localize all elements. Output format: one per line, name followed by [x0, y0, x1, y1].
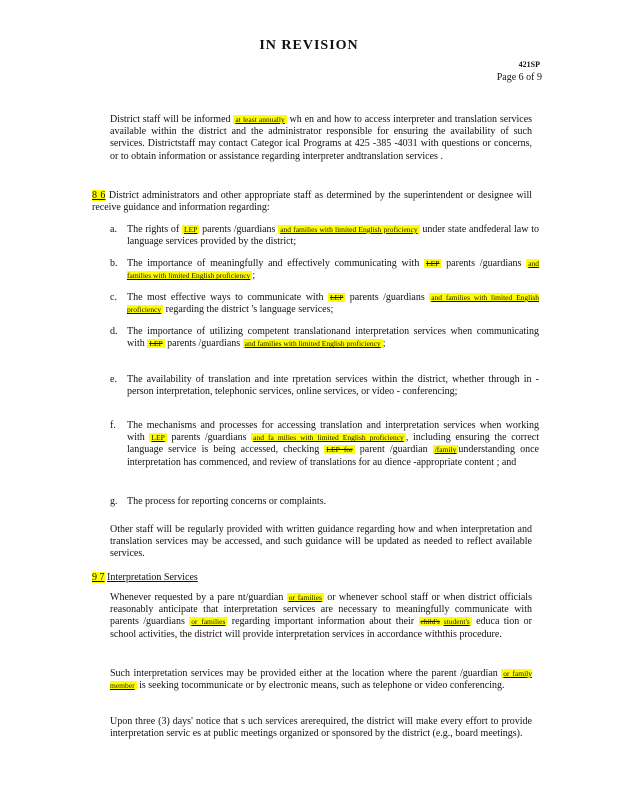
highlight-insert: or families — [191, 617, 226, 627]
interpretation-paragraph-3: Upon three (3) days' notice that s uch services arerequired, the district will make every effort to provide interpretation servic es at public meetings organized or sponsored by the district (e.g., board meetings). — [110, 716, 532, 740]
other-staff-paragraph: Other staff will be regularly provided with written guidance regarding how and when interpretation and translation services may be accessed, and such guidance will be updated as needed to reflect available services. — [110, 524, 532, 560]
highlight-insert: LEP — [151, 433, 165, 443]
intro-paragraph: District staff will be informed at least annually wh en and how to access interpreter and translation services available within the district and the administrator responsible for ensuring the availability of such services. Districtstaff may contact Categor ical Programs at 425 -385 -4031 with questions or concerns, or to obtain information or assistance regarding interpreter andtranslation services . — [110, 114, 533, 162]
section-7 — [92, 572, 532, 584]
list-item-f: f. The mechanisms and processes for accessing translation and interpretation services when working with LEP parents /guardians and fa milies with limited English proficiency , including ensuring the correct language service is being accessed, checking LEP for parent /guardian /family understanding once interpretation has commenced, and review of translations for au dience -appropriate content ; and — [110, 420, 539, 468]
highlight-insert: LEP — [329, 293, 344, 302]
highlight-insert: at least annually — [235, 115, 285, 124]
section-number: 9 7 — [92, 572, 105, 583]
page-title: IN REVISION — [259, 38, 359, 53]
highlight-insert: LEP — [184, 225, 198, 234]
strikethrough-deletion: LEP for — [326, 445, 353, 455]
highlight-insert: or family member — [110, 669, 532, 691]
page-number: Page 6 of 9 — [496, 72, 542, 83]
list-item-d: d. The importance of utilizing competent translationand interpretation services when communicating with LEP parents /guardians and families with limited English proficiency ; — [110, 326, 539, 350]
highlight-insert: /family — [434, 445, 457, 455]
list-item-e: e. The availability of translation and inte rpretation services within the district, whether through in -person interpretation, telephonic services, online services, or video - conferencing; — [110, 374, 539, 398]
list-item-c: c. The most effective ways to communicate with LEP parents /guardians and families with limited English proficiency regarding the district 's language services; — [110, 292, 539, 316]
interpretation-paragraph-1: Whenever requested by a pare nt/guardian or families or whenever school staff or when district officials reasonably anticipate that interpretation services are necessary to meaningfully communicate with parents /guardians or families regarding important information about their child's student's educa tion or school activities, the district will provide interpretation services in accordance withthis procedure. — [110, 592, 532, 640]
highlight-insert: or families — [288, 593, 322, 602]
list-item-a: a. The rights of LEP parents /guardians and families with limited English proficiency under state andfederal law to language services provided by the district; — [110, 224, 540, 248]
section-heading: Interpretation Services — [107, 572, 198, 583]
highlight-insert: and families with limited English proficiency — [280, 225, 418, 234]
doc-number: 421SP — [518, 60, 540, 69]
section-6: 8 6 District administrators and other appropriate staff as determined by the superintendent or designee will receive guidance and information regarding: — [92, 190, 533, 214]
highlight-insert: and families with limited English proficiency — [127, 293, 539, 315]
highlight-insert: LEP — [149, 339, 163, 349]
strikethrough-deletion: child's — [420, 617, 440, 627]
list-item-g: g. The process for reporting concerns or complaints. — [110, 496, 327, 507]
highlight-insert: and fa milies with limited English proficiency — [253, 433, 404, 443]
highlight-insert: LEP — [426, 259, 440, 268]
section-number: 8 6 — [92, 190, 106, 201]
highlight-insert: and families with limited English proficiency — [244, 339, 381, 349]
highlight-insert: student's — [443, 617, 470, 627]
interpretation-paragraph-2: Such interpretation services may be provided either at the location where the parent /guardian or family member is seeking tocommunicate or by electronic means, such as telephone or video conferencing. — [110, 668, 532, 692]
list-item-b: b. The importance of meaningfully and effectively communicating with LEP parents /guardians and families with limited English proficiency ; — [110, 258, 540, 282]
highlight-insert: and families with limited English proficiency — [127, 259, 540, 281]
